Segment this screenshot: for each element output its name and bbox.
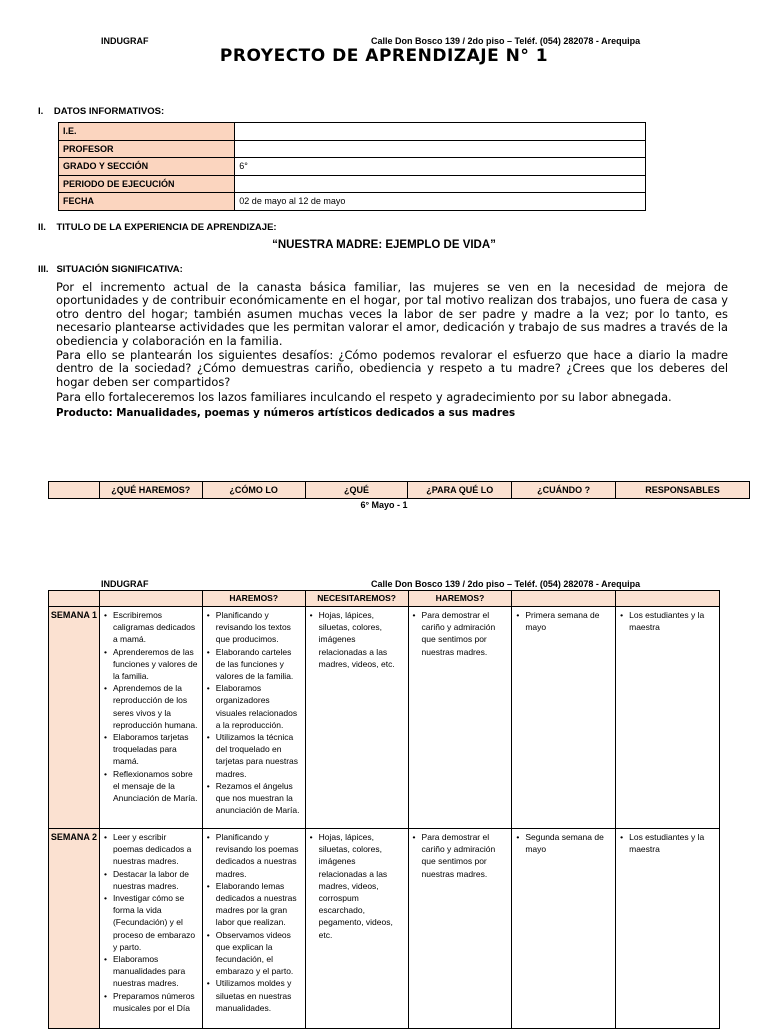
week-label: SEMANA 2 (49, 829, 100, 1029)
info-label: I.E. (59, 123, 235, 141)
bullet-list (616, 829, 719, 857)
section-1-heading: I. DATOS INFORMATIVOS: (38, 106, 165, 117)
list-item: • Para demostrar el cariño y admiración que sentimos por nuestras madres. (413, 831, 509, 880)
info-row (59, 193, 646, 211)
situation-paragraph-2: Para ello se plantearán los siguientes desafíos: ¿Cómo podemos revalorar el esfuerzo que hace a diario la madre dentro de la sociedad? ¿Cómo demuestras cariño, obediencia y respeto a tu madre? ¿Crees que los deberes del hogar deben ser compartidos? (56, 348, 728, 389)
week-cell-para-que (408, 607, 512, 829)
planning-column-header (616, 591, 720, 607)
bullet-list (306, 607, 408, 672)
week-cell-responsables (616, 607, 720, 829)
list-item: • Aprenderemos de las funciones y valores de la familia. (104, 646, 199, 683)
list-item: • Preparamos números musicales por el Día (104, 990, 199, 1014)
header-company: INDUGRAF (101, 36, 149, 46)
info-row (59, 140, 646, 158)
list-item: • Elaboramos organizadores visuales relacionados a la reproducción. (207, 682, 302, 731)
list-item: • Hojas, lápices, siluetas, colores, imágenes relacionadas a las madres, videos, etc. (310, 609, 405, 670)
info-label: PERIODO DE EJECUCIÓN (59, 175, 235, 193)
list-item: • Elaboramos manualidades para nuestras madres. (104, 953, 199, 990)
bullet-list (512, 829, 615, 857)
info-label: FECHA (59, 193, 235, 211)
week-cell-responsables (616, 829, 720, 1029)
page2-header-address: Calle Don Bosco 139 / 2do piso – Teléf. (054) 282078 - Arequipa (371, 579, 641, 589)
bullet-list (512, 607, 615, 635)
list-item: • Hojas, lápices, siluetas, colores, imágenes relacionadas a las madres, videos, corrospum escarchado, pegamento, videos, etc. (310, 831, 405, 941)
list-item: • Elaborando lemas dedicados a nuestras madres por la gran labor que realizan. (207, 880, 302, 929)
section-3-heading: III. SITUACIÓN SIGNIFICATIVA: (38, 264, 183, 275)
list-item: • Escribiremos caligramas dedicados a mamá. (104, 609, 199, 646)
planning-column-header: HAREMOS? (202, 591, 305, 607)
situation-paragraph-3: Para ello fortaleceremos los lazos familiares inculcando el respeto y agradecimiento por su labor abnegada. (56, 390, 672, 405)
info-value: 6° (235, 158, 646, 176)
planning-column-header (49, 591, 100, 607)
info-value (235, 123, 646, 141)
situation-text (56, 281, 728, 419)
planning-header-cell: ¿QUÉ (305, 482, 408, 499)
planning-table-header (49, 591, 720, 607)
list-item: • Elaboramos tarjetas troqueladas para mamá. (104, 731, 199, 768)
week-cell-que (99, 607, 202, 829)
bullet-list (100, 829, 202, 1016)
info-value (235, 140, 646, 158)
planning-header-cell: ¿CUÁNDO ? (512, 482, 616, 499)
list-item: • Rezamos el ángelus que nos muestran la anunciación de María. (207, 780, 302, 817)
bullet-list (306, 829, 408, 943)
list-item: • Los estudiantes y la maestra (620, 609, 716, 633)
info-label: PROFESOR (59, 140, 235, 158)
list-item: • Observamos videos que explican la fecundación, el embarazo y el parto. (207, 929, 302, 978)
bullet-list (203, 607, 305, 818)
list-item: • Destacar la labor de nuestras madres. (104, 868, 199, 892)
week-cell-necesitaremos (305, 829, 408, 1029)
info-label: GRADO Y SECCIÓN (59, 158, 235, 176)
product-line: Producto: Manualidades, poemas y números artísticos dedicados a sus madres (56, 406, 516, 419)
list-item: • Utilizamos la técnica del troquelado en tarjetas para nuestras madres. (207, 731, 302, 780)
page-footer-label: 6° Mayo - 1 (360, 500, 408, 510)
header-address: Calle Don Bosco 139 / 2do piso – Teléf. (054) 282078 - Arequipa (371, 36, 641, 46)
list-item: • Los estudiantes y la maestra (620, 831, 716, 855)
bullet-list (409, 607, 512, 660)
planning-header-cell: RESPONSABLES (616, 482, 750, 499)
planning-column-header (512, 591, 616, 607)
page2-header-company: INDUGRAF (101, 579, 149, 589)
planning-header-cell: ¿QUÉ HAREMOS? (99, 482, 202, 499)
bullet-list (100, 607, 202, 806)
bullet-list (203, 829, 305, 1016)
list-item: • Planificando y revisando los poemas dedicados a nuestras madres. (207, 831, 302, 880)
week-row (49, 829, 720, 1029)
list-item: • Segunda semana de mayo (516, 831, 612, 855)
list-item: • Leer y escribir poemas dedicados a nuestras madres. (104, 831, 199, 868)
week-cell-cuando (512, 829, 616, 1029)
planning-header-cell: ¿CÓMO LO (202, 482, 305, 499)
info-row (59, 175, 646, 193)
list-item: • Planificando y revisando los textos que producimos. (207, 609, 302, 646)
list-item: • Investigar cómo se forma la vida (Fecundación) y el proceso de embarazo y parto. (104, 892, 199, 953)
planning-header-table (48, 481, 750, 499)
planning-column-header: HAREMOS? (408, 591, 512, 607)
week-cell-para-que (408, 829, 512, 1029)
planning-column-header: NECESITAREMOS? (305, 591, 408, 607)
bullet-list (409, 829, 512, 882)
info-row (59, 123, 646, 141)
list-item: • Para demostrar el cariño y admiración que sentimos por nuestras madres. (413, 609, 509, 658)
info-value (235, 175, 646, 193)
planning-header-cell (49, 482, 100, 499)
week-label: SEMANA 1 (49, 607, 100, 829)
list-item: • Primera semana de mayo (516, 609, 612, 633)
bullet-list (616, 607, 719, 635)
list-item: • Aprendemos de la reproducción de los seres vivos y la reproducción humana. (104, 682, 199, 731)
planning-table (48, 590, 720, 1029)
info-row (59, 158, 646, 176)
week-cell-como (202, 829, 305, 1029)
week-cell-cuando (512, 607, 616, 829)
list-item: • Elaborando carteles de las funciones y valores de la familia. (207, 646, 302, 683)
week-cell-que (99, 829, 202, 1029)
info-value: 02 de mayo al 12 de mayo (235, 193, 646, 211)
week-cell-necesitaremos (305, 607, 408, 829)
planning-header-cell: ¿PARA QUÉ LO (408, 482, 512, 499)
page-title: PROYECTO DE APRENDIZAJE N° 1 (219, 46, 549, 66)
info-table (58, 122, 646, 211)
planning-column-header (99, 591, 202, 607)
week-cell-como (202, 607, 305, 829)
section-2-heading: II. TITULO DE LA EXPERIENCIA DE APRENDIZAJE: (38, 222, 277, 233)
experience-title: “NUESTRA MADRE: EJEMPLO DE VIDA” (272, 239, 496, 251)
list-item: • Utilizamos moldes y siluetas en nuestras manualidades. (207, 977, 302, 1014)
list-item: • Reflexionamos sobre el mensaje de la Anunciación de María. (104, 768, 199, 805)
week-row (49, 607, 720, 829)
situation-paragraph-1: Por el incremento actual de la canasta básica familiar, las mujeres se ven en la necesidad de mejora de oportunidades y de contribuir económicamente en el hogar, por tal motivo realizan dos trabajos, uno fuera de casa y otro dentro del hogar; también asumen muchas veces la labor de ser padre y madre a la vez; por lo tanto, es necesario plantearse actividades que les permitan valorar el amor, dedicación y trabajo de sus madres a través de la obediencia y colaboración en la familia. (56, 280, 728, 348)
